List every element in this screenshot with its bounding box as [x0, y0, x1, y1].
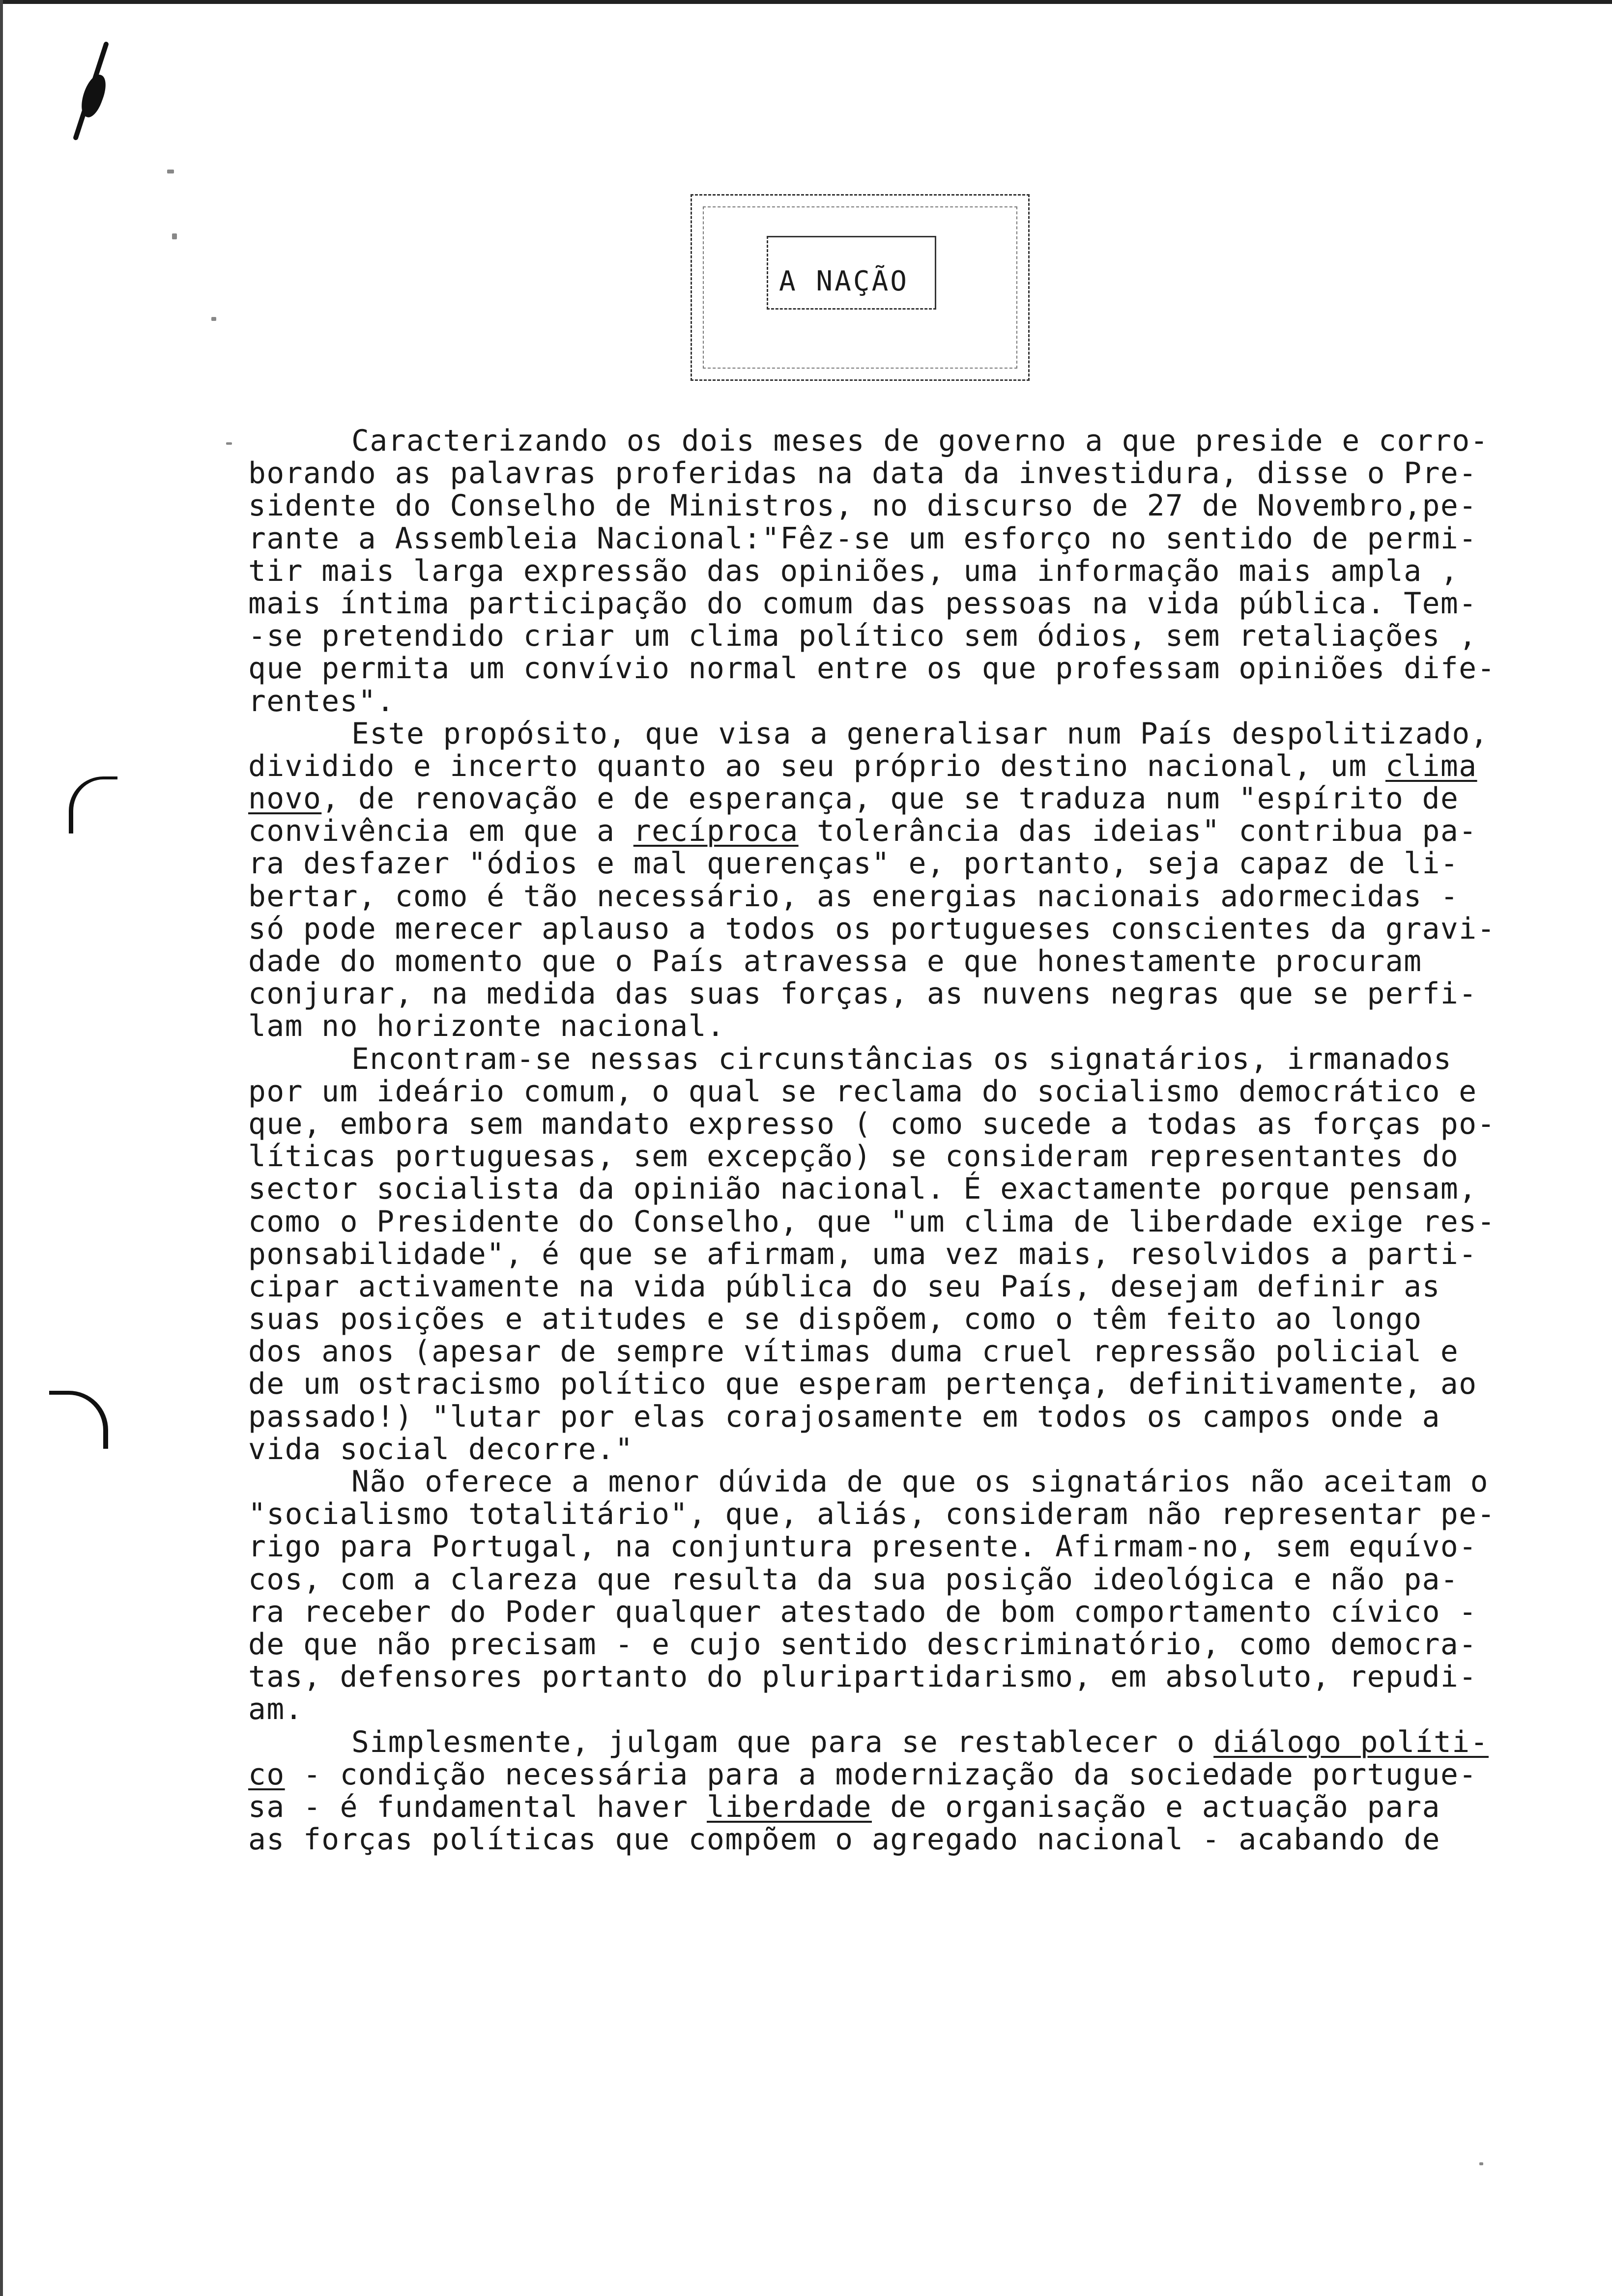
- text-line: "socialismo totalitário", que, aliás, consideram não representar pe-: [248, 1497, 1496, 1532]
- text-segment: dividido e incerto quanto ao seu próprio destino nacional, um: [248, 749, 1385, 783]
- underlined-phrase: co: [248, 1757, 285, 1792]
- text-line: am.: [248, 1693, 303, 1727]
- text-line: as forças políticas que compõem o agregado nacional - acabando de: [248, 1823, 1440, 1857]
- text-line: ra desfazer "ódios e mal querenças" e, portanto, seja capaz de li-: [248, 847, 1459, 881]
- underlined-phrase: diálogo políti-: [1213, 1725, 1489, 1759]
- text-line: sidente do Conselho de Ministros, no discurso de 27 de Novembro,pe-: [248, 489, 1477, 523]
- document-title: A NAÇÃO: [779, 265, 909, 297]
- underlined-phrase: liberdade: [707, 1790, 872, 1824]
- scan-speck: [1479, 2162, 1483, 2165]
- underlined-phrase: recíproca: [633, 814, 799, 849]
- text-line: bertar, como é tão necessário, as energias nacionais adormecidas -: [248, 879, 1459, 914]
- text-line: de que não precisam - e cujo sentido descriminatório, como democra-: [248, 1627, 1477, 1662]
- text-line: dade do momento que o País atravessa e que honestamente procuram: [248, 945, 1422, 978]
- text-line: passado!) "lutar por elas corajosamente em todos os campos onde a: [248, 1400, 1440, 1434]
- text-line: dos anos (apesar de sempre vítimas duma cruel repressão policial e: [248, 1335, 1459, 1369]
- text-segment: tolerância das ideias" contribua pa-: [798, 814, 1477, 849]
- text-line: [248, 815, 1575, 848]
- text-line: borando as palavras proferidas na data da investidura, disse o Pre-: [248, 457, 1477, 491]
- text-line: [248, 750, 1575, 783]
- text-line: ponsabilidade", é que se afirmam, uma vez mais, resolvidos a parti-: [248, 1237, 1477, 1271]
- scan-speck: [226, 442, 232, 445]
- text-line: Este propósito, que visa a generalisar num País despolitizado,: [351, 717, 1489, 751]
- text-line: lam no horizonte nacional.: [248, 1009, 725, 1044]
- underlined-phrase: clima: [1385, 749, 1477, 783]
- text-line: como o Presidente do Conselho, que "um clima de liberdade exige res-: [248, 1205, 1496, 1239]
- body-text: [248, 425, 1575, 1856]
- text-line: rentes".: [248, 684, 395, 718]
- text-line: tas, defensores portanto do pluripartidarismo, em absoluto, repudi-: [248, 1660, 1477, 1694]
- text-line: sector socialista da opinião nacional. É exactamente porque pensam,: [248, 1172, 1477, 1206]
- scan-speck: [172, 233, 177, 239]
- text-line: [248, 1791, 1575, 1824]
- text-segment: , de renovação e de esperança, que se traduza num "espírito de: [321, 782, 1459, 816]
- punch-hole-mark-bottom: [49, 1391, 108, 1449]
- text-line: de um ostracismo político que esperam pertença, definitivamente, ao: [248, 1367, 1477, 1402]
- text-segment: - condição necessária para a modernização da sociedade portugue-: [285, 1757, 1477, 1792]
- text-line: cipar activamente na vida pública do seu País, desejam definir as: [248, 1269, 1440, 1304]
- text-line: [248, 1759, 1575, 1791]
- text-line: [248, 1726, 1575, 1759]
- text-line: vida social decorre.": [248, 1432, 633, 1466]
- text-line: só pode merecer aplauso a todos os portugueses conscientes da gravi-: [248, 912, 1496, 946]
- text-line: mais íntima participação do comum das pessoas na vida pública. Tem-: [248, 586, 1477, 621]
- text-line: que, embora sem mandato expresso ( como sucede a todas as forças po-: [248, 1107, 1496, 1141]
- text-segment: de organisação e actuação para: [871, 1790, 1440, 1824]
- scan-speck: [167, 170, 174, 173]
- text-line: ra receber do Poder qualquer atestado de bom comportamento cívico -: [248, 1595, 1477, 1629]
- text-line: conjurar, na medida das suas forças, as nuvens negras que se perfi-: [248, 977, 1477, 1011]
- text-line: Encontram-se nessas circunstâncias os signatários, irmanados: [351, 1042, 1452, 1076]
- text-segment: sa - é fundamental haver: [248, 1790, 707, 1824]
- text-line: que permita um convívio normal entre os que professam opiniões dife-: [248, 652, 1496, 686]
- text-line: por um ideário comum, o qual se reclama do socialismo democrático e: [248, 1074, 1477, 1109]
- text-line: cos, com a clareza que resulta da sua posição ideológica e não pa-: [248, 1562, 1459, 1597]
- punch-hole-mark-top: [69, 776, 117, 833]
- text-segment: convivência em que a: [248, 814, 633, 849]
- text-segment: Simplesmente, julgam que para se restablecer o: [351, 1725, 1214, 1759]
- text-line: rigo para Portugal, na conjuntura presente. Afirmam-no, sem equívo-: [248, 1530, 1477, 1564]
- text-line: [248, 783, 1575, 815]
- text-line: -se pretendido criar um clima político sem ódios, sem retaliações ,: [248, 619, 1477, 654]
- page-left-edge: [0, 0, 3, 2296]
- text-line: tir mais larga expressão das opiniões, uma informação mais ampla ,: [248, 554, 1459, 588]
- page-top-edge: [0, 0, 1612, 4]
- text-line: líticas portuguesas, sem excepção) se consideram representantes do: [248, 1140, 1459, 1174]
- text-line: Caracterizando os dois meses de governo a que preside e corro-: [351, 424, 1489, 458]
- underlined-phrase: novo: [248, 782, 322, 816]
- text-line: Não oferece a menor dúvida de que os signatários não aceitam o: [351, 1465, 1489, 1499]
- scan-speck: [211, 317, 216, 321]
- text-line: rante a Assembleia Nacional:"Fêz-se um esforço no sentido de permi-: [248, 521, 1477, 556]
- text-line: suas posições e atitudes e se dispõem, como o têm feito ao longo: [248, 1302, 1422, 1337]
